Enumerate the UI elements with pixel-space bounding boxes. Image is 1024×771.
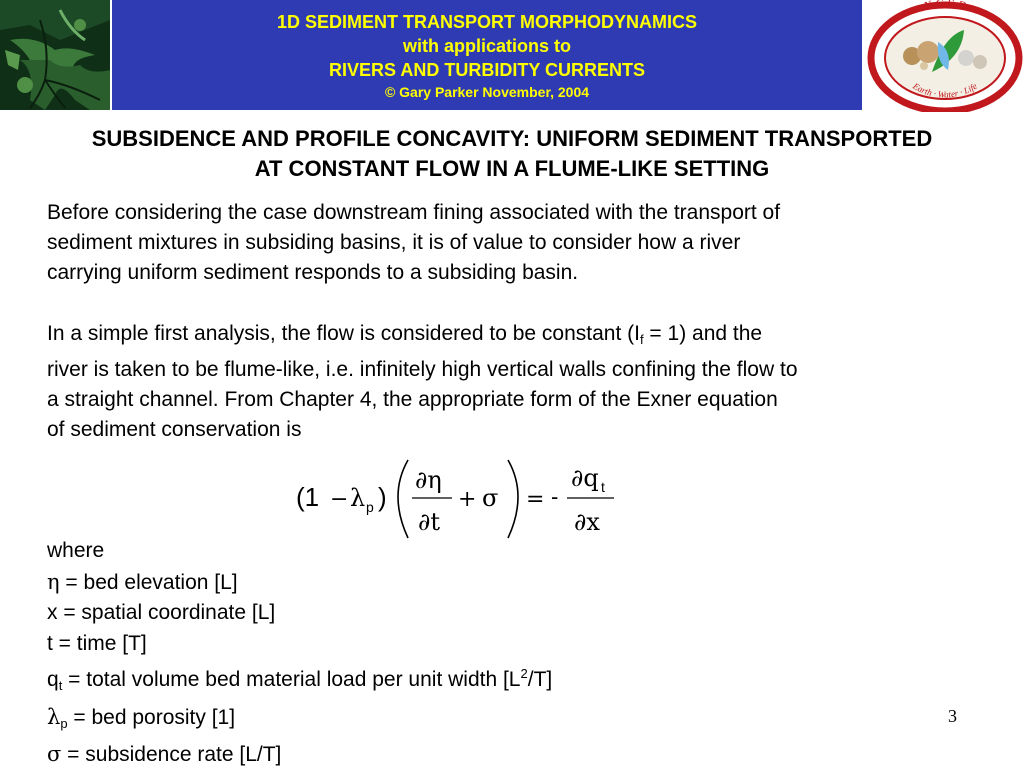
banner-line-3: RIVERS AND TURBIDITY CURRENTS [328, 60, 646, 80]
eq-negative: - [551, 484, 559, 509]
definition-x: x = spatial coordinate [L] [47, 601, 276, 624]
intro-paragraph [47, 198, 987, 288]
text-line: In a simple first analysis, the flow is considered to be constant $(I_f = 1)$ and the [47, 322, 763, 347]
eq-left-big-paren [398, 460, 408, 538]
copyright-line: © Gary Parker November, 2004 [384, 84, 590, 100]
title-line-1: SUBSIDENCE AND PROFILE CONCAVITY: UNIFORM SEDIMENT TRANSPORTED [91, 126, 933, 151]
slide-title [0, 124, 1024, 184]
eq-equals: = [526, 487, 545, 512]
exner-equation [280, 450, 640, 550]
eq-partial-t: ∂t [418, 508, 441, 536]
eq-lambda-sub: p [366, 499, 374, 515]
banner-line-2: with applications to [402, 36, 571, 56]
eq-one: (1 [296, 482, 320, 512]
text-line: a straight channel. From Chapter 4, the appropriate form of the Exner equation [47, 388, 778, 411]
text-line: river is taken to be flume-like, i.e. infinitely high vertical walls confining the flow to [47, 358, 798, 381]
page-number: 3 [948, 706, 957, 726]
definition-sigma: σ = subsidence rate [L/T] [47, 742, 282, 766]
nced-logo [866, 0, 1024, 112]
eq-sigma: σ [482, 484, 499, 512]
text-line: sediment mixtures in subsiding basins, it is of value to consider how a river [47, 231, 741, 254]
eq-q-sub: t [601, 479, 605, 495]
text-line: carrying uniform sediment responds to a subsiding basin. [47, 261, 579, 284]
definition-lambda: $\lambda_p$ = bed porosity [1] [47, 704, 236, 731]
eq-right-big-paren [508, 460, 518, 538]
definition-q: $q_t$ = total volume bed material load per unit width $[L^2/T]$ [47, 666, 553, 693]
eq-plus: + [458, 487, 477, 512]
svg-text:Earth · Water · Life: Earth · Water · Life [911, 80, 979, 100]
eq-partial-eta: ∂η [415, 466, 442, 494]
eq-lambda: λ [350, 484, 366, 512]
eq-minus: − [330, 487, 349, 512]
title-line-2: AT CONSTANT FLOW IN A FLUME-LIKE SETTING [254, 156, 770, 181]
definition-eta: η = bed elevation [L] [47, 569, 238, 594]
eq-partial-q: ∂q [571, 464, 599, 492]
where-label: where [47, 539, 105, 562]
eq-partial-x: ∂x [574, 508, 600, 536]
banner-line-1: 1D SEDIMENT TRANSPORT MORPHODYNAMICS [276, 12, 698, 32]
svg-text:N C E D: N C E D [921, 0, 968, 14]
eq-close-paren: ) [378, 482, 387, 512]
text-line: Before considering the case downstream fining associated with the transport of [47, 201, 781, 224]
course-title-banner [112, 0, 862, 110]
slide-header [0, 0, 1024, 112]
definition-t: t = time [T] [47, 631, 147, 655]
text-line: of sediment conservation is [47, 418, 302, 441]
analysis-paragraph [47, 319, 987, 445]
river-delta-satellite-image [0, 0, 110, 110]
variable-definitions [47, 536, 552, 771]
